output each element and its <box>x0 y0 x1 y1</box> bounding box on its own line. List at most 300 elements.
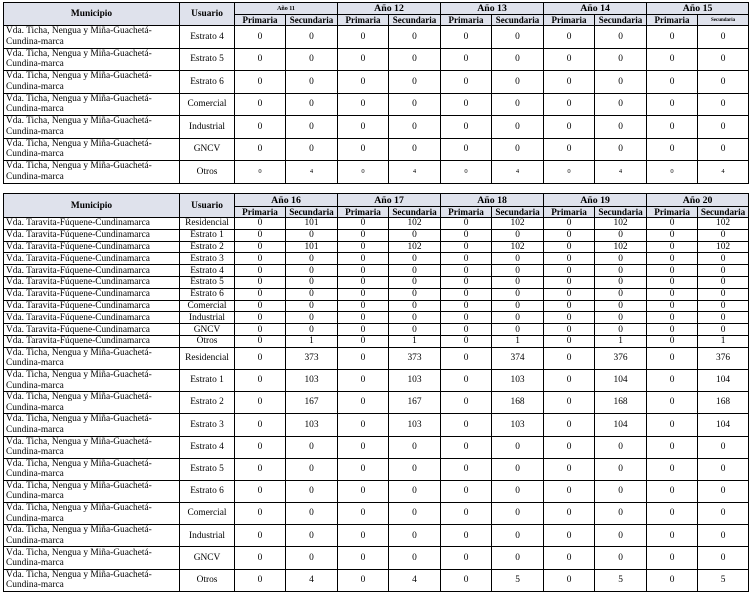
primaria-value-cell: 0 <box>338 138 389 161</box>
primaria-value-cell: 0 <box>647 276 698 288</box>
primaria-value-cell: 0 <box>235 436 286 458</box>
municipio-cell: Vda. Ticha, Nengua y Miña-Guachetá-Cundina-marca <box>4 414 180 436</box>
secundaria-value-cell: 0 <box>698 503 749 525</box>
primaria-value-cell: 0 <box>235 347 286 369</box>
usuario-cell: Industrial <box>180 116 235 139</box>
primaria-value-cell: 0 <box>441 218 492 230</box>
table-body <box>4 26 749 184</box>
primaria-value-cell: 0 <box>544 48 595 71</box>
usuario-cell: Comercial <box>180 503 235 525</box>
primaria-value-cell: 0 <box>544 288 595 300</box>
primaria-value-cell: 0 <box>338 116 389 139</box>
primaria-value-cell: 0 <box>235 253 286 265</box>
primaria-value-cell: 0 <box>441 71 492 94</box>
secundaria-value-cell: 0 <box>698 93 749 116</box>
primaria-value-cell: 0 <box>338 335 389 347</box>
secundaria-value-cell: 0 <box>492 265 544 277</box>
primaria-value-cell: 0 <box>235 116 286 139</box>
secundaria-value-cell: 0 <box>286 436 338 458</box>
secundaria-value-cell: 0 <box>698 253 749 265</box>
municipio-cell: Vda. Taravita-Fúquene-Cundinamarca <box>4 253 180 265</box>
primaria-value-cell: 0 <box>338 26 389 49</box>
primaria-value-cell: 0 <box>338 458 389 480</box>
municipio-cell: Vda. Taravita-Fúquene-Cundinamarca <box>4 312 180 324</box>
secundaria-value-cell: 0 <box>698 436 749 458</box>
primaria-value-cell: 0 <box>235 324 286 336</box>
primaria-value-cell: 0 <box>235 288 286 300</box>
primaria-value-cell: 0 <box>338 547 389 569</box>
secundaria-value-cell: 0 <box>492 525 544 547</box>
municipio-cell: Vda. Ticha, Nengua y Miña-Guachetá-Cundina-marca <box>4 436 180 458</box>
primaria-value-cell: 0 <box>647 48 698 71</box>
secundaria-value-cell: 0 <box>286 138 338 161</box>
primaria-value-cell: 0 <box>441 116 492 139</box>
primaria-value-cell: 0 <box>338 480 389 502</box>
table-row <box>4 265 749 277</box>
secundaria-value-cell: 0 <box>698 265 749 277</box>
table-row <box>4 436 749 458</box>
usuario-cell: Comercial <box>180 300 235 312</box>
primaria-value-cell: 0 <box>544 547 595 569</box>
primaria-value-cell: 0 <box>235 414 286 436</box>
primaria-value-cell: 0 <box>544 436 595 458</box>
primaria-value-cell: 0 <box>647 138 698 161</box>
municipio-cell: Vda. Ticha, Nengua y Miña-Guachetá-Cundina-marca <box>4 503 180 525</box>
secundaria-value-cell: 0 <box>492 312 544 324</box>
consumption-table-2 <box>3 193 749 592</box>
primaria-value-cell: 0 <box>544 369 595 391</box>
usuario-cell: Estrato 5 <box>180 458 235 480</box>
secundaria-value-cell: 0 <box>698 547 749 569</box>
secundaria-value-cell: 4 <box>492 161 544 184</box>
table-row <box>4 71 749 94</box>
table-body <box>4 218 749 592</box>
secundaria-value-cell: 101 <box>286 218 338 230</box>
primaria-value-cell: 0 <box>647 347 698 369</box>
secundaria-value-cell: 0 <box>595 547 647 569</box>
primaria-value-cell: 0 <box>338 300 389 312</box>
primaria-value-cell: 0 <box>338 525 389 547</box>
primaria-value-cell: 0 <box>647 369 698 391</box>
secundaria-value-cell: 103 <box>492 369 544 391</box>
table-row <box>4 48 749 71</box>
primaria-value-cell: 0 <box>647 503 698 525</box>
primaria-value-cell: 0 <box>441 312 492 324</box>
primaria-value-cell: 0 <box>338 414 389 436</box>
secundaria-value-cell: 5 <box>595 569 647 591</box>
usuario-cell: Estrato 4 <box>180 265 235 277</box>
municipio-cell: Vda. Ticha, Nengua y Miña-Guachetá-Cundina-marca <box>4 138 180 161</box>
municipio-cell: Vda. Ticha, Nengua y Miña-Guachetá-Cundina-marca <box>4 48 180 71</box>
secundaria-value-cell: 4 <box>698 161 749 184</box>
table-row <box>4 138 749 161</box>
secundaria-value-cell: 0 <box>595 458 647 480</box>
primaria-value-cell: 0 <box>544 347 595 369</box>
primaria-value-cell: 0 <box>647 253 698 265</box>
secundaria-value-cell: 0 <box>698 138 749 161</box>
primaria-value-cell: 0 <box>338 48 389 71</box>
secundaria-header: Secundaria <box>492 207 544 218</box>
primaria-value-cell: 0 <box>235 392 286 414</box>
table-row <box>4 241 749 253</box>
primaria-value-cell: 0 <box>544 218 595 230</box>
secundaria-value-cell: 0 <box>698 312 749 324</box>
secundaria-value-cell: 0 <box>389 480 441 502</box>
primaria-value-cell: 0 <box>235 569 286 591</box>
secundaria-value-cell: 0 <box>595 71 647 94</box>
primaria-value-cell: 0 <box>441 503 492 525</box>
primaria-value-cell: 0 <box>235 93 286 116</box>
table-row <box>4 161 749 184</box>
usuario-cell: Estrato 3 <box>180 414 235 436</box>
secundaria-value-cell: 102 <box>492 218 544 230</box>
primaria-value-cell: 0 <box>441 458 492 480</box>
primaria-value-cell: 0 <box>441 161 492 184</box>
secundaria-value-cell: 0 <box>389 503 441 525</box>
primaria-value-cell: 0 <box>544 525 595 547</box>
secundaria-value-cell: 0 <box>698 48 749 71</box>
secundaria-value-cell: 0 <box>492 71 544 94</box>
secundaria-value-cell: 4 <box>389 569 441 591</box>
secundaria-value-cell: 0 <box>492 458 544 480</box>
secundaria-value-cell: 4 <box>286 569 338 591</box>
secundaria-value-cell: 0 <box>595 436 647 458</box>
secundaria-value-cell: 0 <box>595 312 647 324</box>
usuario-cell: Estrato 1 <box>180 369 235 391</box>
primaria-value-cell: 0 <box>544 161 595 184</box>
secundaria-value-cell: 0 <box>698 480 749 502</box>
municipio-cell: Vda. Ticha, Nengua y Miña-Guachetá-Cundina-marca <box>4 525 180 547</box>
secundaria-value-cell: 0 <box>698 116 749 139</box>
secundaria-value-cell: 0 <box>595 48 647 71</box>
secundaria-value-cell: 0 <box>286 300 338 312</box>
primaria-value-cell: 0 <box>647 26 698 49</box>
secundaria-value-cell: 0 <box>698 525 749 547</box>
primaria-value-cell: 0 <box>544 229 595 241</box>
usuario-cell: Estrato 2 <box>180 241 235 253</box>
primaria-value-cell: 0 <box>647 161 698 184</box>
primaria-value-cell: 0 <box>544 276 595 288</box>
municipio-cell: Vda. Ticha, Nengua y Miña-Guachetá-Cundina-marca <box>4 347 180 369</box>
secundaria-value-cell: 0 <box>286 276 338 288</box>
secundaria-value-cell: 101 <box>286 241 338 253</box>
secundaria-header: Secundaria <box>286 15 338 26</box>
table-row <box>4 547 749 569</box>
table-row <box>4 392 749 414</box>
year-header: Año 14 <box>544 3 647 15</box>
primaria-value-cell: 0 <box>338 253 389 265</box>
secundaria-value-cell: 0 <box>698 26 749 49</box>
primaria-value-cell: 0 <box>338 241 389 253</box>
secundaria-value-cell: 0 <box>286 324 338 336</box>
table-header <box>4 194 749 218</box>
municipio-header: Municipio <box>4 3 180 26</box>
secundaria-header: Secundaria <box>595 207 647 218</box>
secundaria-value-cell: 103 <box>286 414 338 436</box>
secundaria-value-cell: 0 <box>595 253 647 265</box>
secundaria-value-cell: 0 <box>595 480 647 502</box>
secundaria-value-cell: 0 <box>492 324 544 336</box>
primaria-value-cell: 0 <box>647 241 698 253</box>
primaria-value-cell: 0 <box>544 503 595 525</box>
municipio-cell: Vda. Ticha, Nengua y Miña-Guachetá-Cundina-marca <box>4 480 180 502</box>
primaria-value-cell: 0 <box>441 436 492 458</box>
primaria-value-cell: 0 <box>235 369 286 391</box>
consumption-table-1 <box>3 2 749 184</box>
secundaria-value-cell: 0 <box>595 265 647 277</box>
primaria-value-cell: 0 <box>441 300 492 312</box>
primaria-value-cell: 0 <box>235 300 286 312</box>
year-header: Año 15 <box>647 3 749 15</box>
primaria-value-cell: 0 <box>441 48 492 71</box>
primaria-value-cell: 0 <box>647 436 698 458</box>
primaria-value-cell: 0 <box>544 71 595 94</box>
primaria-value-cell: 0 <box>441 569 492 591</box>
secundaria-value-cell: 0 <box>492 436 544 458</box>
primaria-value-cell: 0 <box>544 312 595 324</box>
usuario-cell: Estrato 5 <box>180 48 235 71</box>
secundaria-value-cell: 102 <box>595 218 647 230</box>
primaria-value-cell: 0 <box>441 392 492 414</box>
usuario-cell: Industrial <box>180 525 235 547</box>
table-row <box>4 218 749 230</box>
municipio-cell: Vda. Taravita-Fúquene-Cundinamarca <box>4 276 180 288</box>
primaria-value-cell: 0 <box>647 218 698 230</box>
secundaria-value-cell: 0 <box>286 458 338 480</box>
primaria-header: Primaria <box>544 15 595 26</box>
primaria-value-cell: 0 <box>647 229 698 241</box>
secundaria-value-cell: 104 <box>698 414 749 436</box>
secundaria-value-cell: 0 <box>595 324 647 336</box>
primaria-value-cell: 0 <box>338 324 389 336</box>
primaria-value-cell: 0 <box>441 480 492 502</box>
primaria-value-cell: 0 <box>544 480 595 502</box>
municipio-cell: Vda. Taravita-Fúquene-Cundinamarca <box>4 265 180 277</box>
primaria-value-cell: 0 <box>544 414 595 436</box>
secundaria-value-cell: 0 <box>389 26 441 49</box>
primaria-value-cell: 0 <box>441 229 492 241</box>
primaria-value-cell: 0 <box>441 265 492 277</box>
year-header: Año 13 <box>441 3 544 15</box>
primaria-value-cell: 0 <box>338 229 389 241</box>
secundaria-value-cell: 0 <box>595 288 647 300</box>
usuario-cell: GNCV <box>180 324 235 336</box>
primaria-header: Primaria <box>544 207 595 218</box>
secundaria-value-cell: 0 <box>595 525 647 547</box>
primaria-value-cell: 0 <box>235 480 286 502</box>
municipio-cell: Vda. Taravita-Fúquene-Cundinamarca <box>4 229 180 241</box>
primaria-value-cell: 0 <box>544 392 595 414</box>
primaria-value-cell: 0 <box>441 288 492 300</box>
secundaria-value-cell: 0 <box>698 324 749 336</box>
secundaria-value-cell: 0 <box>595 138 647 161</box>
municipio-cell: Vda. Taravita-Fúquene-Cundinamarca <box>4 218 180 230</box>
secundaria-value-cell: 0 <box>286 229 338 241</box>
primaria-value-cell: 0 <box>441 335 492 347</box>
primaria-value-cell: 0 <box>338 161 389 184</box>
municipio-cell: Vda. Ticha, Nengua y Miña-Guachetá-Cundina-marca <box>4 161 180 184</box>
primaria-value-cell: 0 <box>441 276 492 288</box>
primaria-value-cell: 0 <box>647 93 698 116</box>
municipio-cell: Vda. Taravita-Fúquene-Cundinamarca <box>4 324 180 336</box>
secundaria-value-cell: 0 <box>389 436 441 458</box>
primaria-value-cell: 0 <box>647 116 698 139</box>
year-header: Año 12 <box>338 3 441 15</box>
primaria-value-cell: 0 <box>441 347 492 369</box>
secundaria-value-cell: 0 <box>286 288 338 300</box>
secundaria-value-cell: 102 <box>595 241 647 253</box>
secundaria-value-cell: 103 <box>389 369 441 391</box>
usuario-cell: Residencial <box>180 347 235 369</box>
secundaria-value-cell: 167 <box>286 392 338 414</box>
secundaria-value-cell: 0 <box>286 312 338 324</box>
secundaria-value-cell: 0 <box>389 324 441 336</box>
table-row <box>4 93 749 116</box>
primaria-value-cell: 0 <box>235 265 286 277</box>
secundaria-header: Secundaria <box>595 15 647 26</box>
municipio-cell: Vda. Ticha, Nengua y Miña-Guachetá-Cundina-marca <box>4 569 180 591</box>
table-row <box>4 458 749 480</box>
secundaria-value-cell: 0 <box>286 525 338 547</box>
table-row <box>4 288 749 300</box>
secundaria-value-cell: 0 <box>389 288 441 300</box>
primaria-value-cell: 0 <box>647 312 698 324</box>
usuario-cell: Estrato 6 <box>180 71 235 94</box>
usuario-cell: Comercial <box>180 93 235 116</box>
primaria-value-cell: 0 <box>441 414 492 436</box>
secundaria-value-cell: 0 <box>595 503 647 525</box>
secundaria-value-cell: 0 <box>389 265 441 277</box>
primaria-value-cell: 0 <box>647 525 698 547</box>
year-header: Año 20 <box>647 194 749 207</box>
primaria-value-cell: 0 <box>338 436 389 458</box>
secundaria-value-cell: 0 <box>389 253 441 265</box>
secundaria-value-cell: 0 <box>389 525 441 547</box>
secundaria-value-cell: 0 <box>286 503 338 525</box>
secundaria-value-cell: 0 <box>286 116 338 139</box>
secundaria-value-cell: 103 <box>492 414 544 436</box>
primaria-value-cell: 0 <box>235 503 286 525</box>
primaria-value-cell: 0 <box>235 218 286 230</box>
year-header: Año 17 <box>338 194 441 207</box>
primaria-header: Primaria <box>338 207 389 218</box>
primaria-value-cell: 0 <box>441 138 492 161</box>
secundaria-value-cell: 0 <box>492 138 544 161</box>
secundaria-value-cell: 102 <box>698 241 749 253</box>
secundaria-value-cell: 0 <box>492 480 544 502</box>
primaria-header: Primaria <box>441 15 492 26</box>
primaria-value-cell: 0 <box>235 138 286 161</box>
table-row <box>4 253 749 265</box>
secundaria-value-cell: 103 <box>286 369 338 391</box>
secundaria-value-cell: 0 <box>492 503 544 525</box>
primaria-value-cell: 0 <box>647 569 698 591</box>
secundaria-value-cell: 0 <box>286 48 338 71</box>
table-row <box>4 503 749 525</box>
usuario-cell: GNCV <box>180 138 235 161</box>
year-header: Año 19 <box>544 194 647 207</box>
primaria-value-cell: 0 <box>544 241 595 253</box>
secundaria-value-cell: 0 <box>389 48 441 71</box>
municipio-cell: Vda. Taravita-Fúquene-Cundinamarca <box>4 288 180 300</box>
usuario-cell: Industrial <box>180 312 235 324</box>
secundaria-header: Secundaria <box>492 15 544 26</box>
primaria-value-cell: 0 <box>441 525 492 547</box>
secundaria-value-cell: 168 <box>698 392 749 414</box>
usuario-cell: Estrato 6 <box>180 288 235 300</box>
secundaria-value-cell: 102 <box>389 241 441 253</box>
secundaria-value-cell: 373 <box>286 347 338 369</box>
secundaria-value-cell: 0 <box>492 229 544 241</box>
secundaria-value-cell: 0 <box>492 253 544 265</box>
secundaria-header: Secundaria <box>698 15 749 26</box>
secundaria-value-cell: 104 <box>698 369 749 391</box>
secundaria-value-cell: 376 <box>595 347 647 369</box>
secundaria-value-cell: 0 <box>698 288 749 300</box>
municipio-cell: Vda. Ticha, Nengua y Miña-Guachetá-Cundina-marca <box>4 458 180 480</box>
secundaria-value-cell: 0 <box>389 300 441 312</box>
table-row <box>4 26 749 49</box>
primaria-value-cell: 0 <box>235 276 286 288</box>
primaria-value-cell: 0 <box>338 288 389 300</box>
primaria-value-cell: 0 <box>441 369 492 391</box>
secundaria-value-cell: 1 <box>698 335 749 347</box>
primaria-value-cell: 0 <box>647 414 698 436</box>
secundaria-value-cell: 1 <box>595 335 647 347</box>
secundaria-value-cell: 5 <box>492 569 544 591</box>
primaria-value-cell: 0 <box>235 229 286 241</box>
secundaria-value-cell: 0 <box>389 312 441 324</box>
table-row <box>4 312 749 324</box>
primaria-value-cell: 0 <box>235 26 286 49</box>
primaria-value-cell: 0 <box>338 218 389 230</box>
secundaria-value-cell: 168 <box>492 392 544 414</box>
secundaria-value-cell: 0 <box>492 93 544 116</box>
table-row <box>4 347 749 369</box>
primaria-value-cell: 0 <box>544 335 595 347</box>
primaria-value-cell: 0 <box>235 547 286 569</box>
table-header <box>4 3 749 26</box>
primaria-value-cell: 0 <box>338 392 389 414</box>
primaria-value-cell: 0 <box>647 458 698 480</box>
secundaria-value-cell: 0 <box>492 547 544 569</box>
secundaria-value-cell: 0 <box>698 458 749 480</box>
secundaria-value-cell: 0 <box>698 300 749 312</box>
secundaria-value-cell: 0 <box>389 138 441 161</box>
municipio-cell: Vda. Taravita-Fúquene-Cundinamarca <box>4 300 180 312</box>
primaria-value-cell: 0 <box>544 138 595 161</box>
primaria-value-cell: 0 <box>441 26 492 49</box>
secundaria-value-cell: 0 <box>595 300 647 312</box>
primaria-value-cell: 0 <box>647 300 698 312</box>
table-row <box>4 324 749 336</box>
usuario-cell: Residencial <box>180 218 235 230</box>
secundaria-value-cell: 0 <box>492 116 544 139</box>
secundaria-value-cell: 0 <box>389 458 441 480</box>
year-header: Año 16 <box>235 194 338 207</box>
secundaria-value-cell: 0 <box>595 93 647 116</box>
primaria-header: Primaria <box>441 207 492 218</box>
secundaria-value-cell: 0 <box>492 300 544 312</box>
primaria-value-cell: 0 <box>338 503 389 525</box>
primaria-value-cell: 0 <box>235 312 286 324</box>
table-row <box>4 414 749 436</box>
secundaria-value-cell: 0 <box>492 26 544 49</box>
secundaria-value-cell: 0 <box>389 116 441 139</box>
primaria-value-cell: 0 <box>544 300 595 312</box>
usuario-cell: Estrato 6 <box>180 480 235 502</box>
table-row <box>4 300 749 312</box>
